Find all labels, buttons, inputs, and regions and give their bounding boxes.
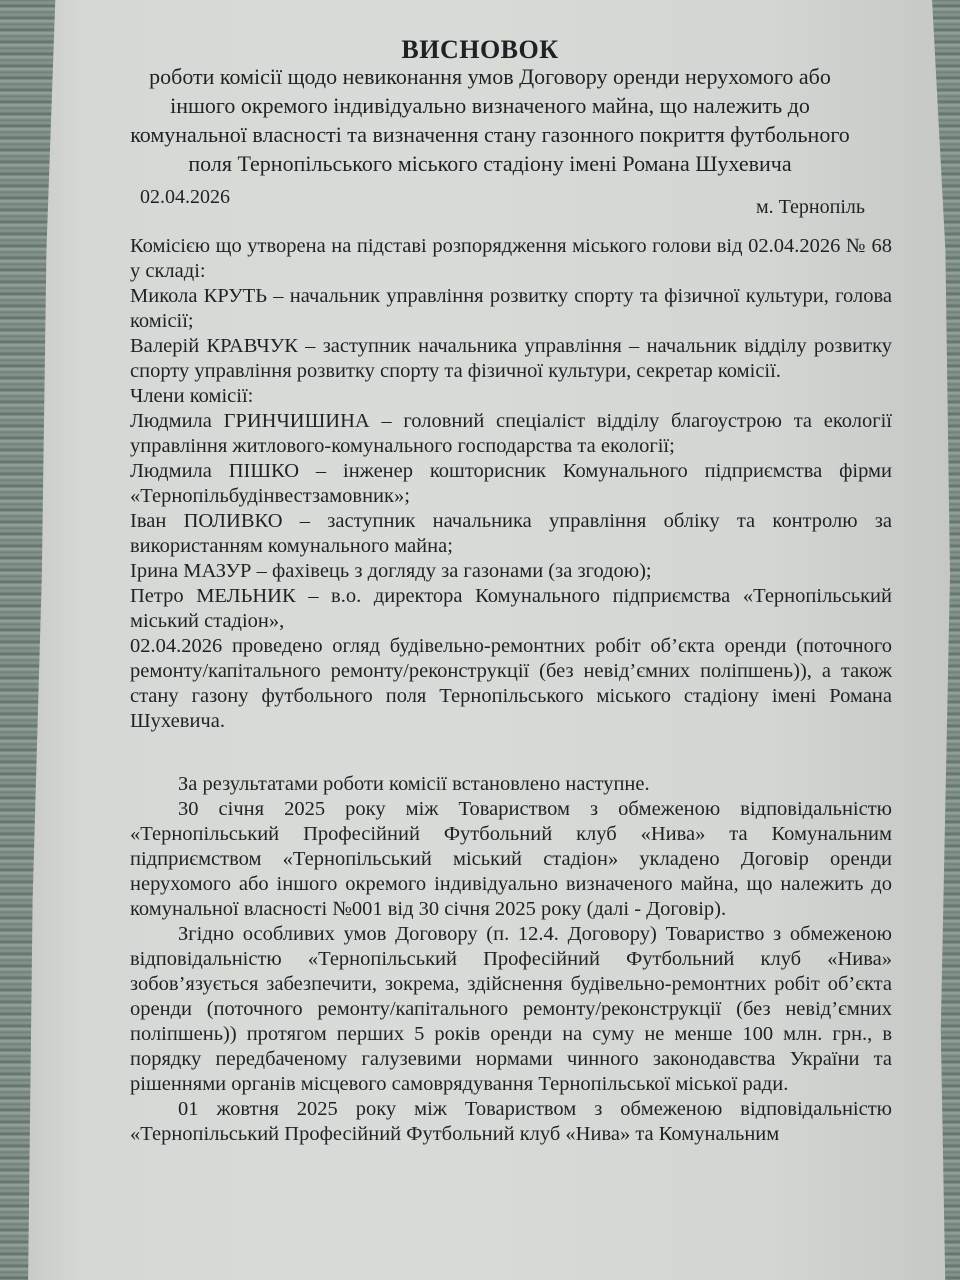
document-subtitle: роботи комісії щодо невиконання умов Договору оренди нерухомого або іншого окремого індивідуально визначеного майна, що належить до комунальної власності та визначення стану газонного покриття футбольного поля Тернопільського міського стадіону імені Романа Шухевича <box>130 64 850 176</box>
member-chair: Микола КРУТЬ – начальник управління розвитку спорту та фізичної культури, голова комісії; <box>130 285 892 332</box>
paragraph-gap <box>130 734 892 772</box>
commission-member: Петро МЕЛЬНИК – в.о. директора Комунального підприємства «Тернопільський міський стадіон», <box>130 585 892 632</box>
commission-member: Людмила ГРИНЧИШИНА – головний спеціаліст відділу благоустрою та екології управління житлового-комунального господарства та екології; <box>130 410 892 457</box>
intro-paragraph: Комісією що утворена на підставі розпорядження міського голови від 02.04.2026 № 68 у складі: <box>130 235 892 282</box>
contract-paragraph: 30 січня 2025 року між Товариством з обмеженою відповідальністю «Тернопільський Професійний Футбольний клуб «Нива» та Комунальним підприємством «Тернопільський міський стадіон» укладено Договір оренди нерухомого або іншого окремого індивідуально визначеного майна, що належить до комунальної власності №001 від 30 січня 2025 року (далі - Договір). <box>130 798 892 920</box>
commission-member: Іван ПОЛИВКО – заступник начальника управління обліку та контролю за використанням комунального майна; <box>130 510 892 557</box>
obligations-paragraph: Згідно особливих умов Договору (п. 12.4. Договору) Товариство з обмеженою відповідальністю «Тернопільський Професійний Футбольний клуб «Нива» зобов’язується забезпечити, зокрема, здійснення будівельно-ремонтних робіт об’єкта оренди (поточного ремонту/капітального ремонту/реконструкції (без невід’ємних поліпшень)) протягом перших 5 років оренди на суму не менше 100 млн. грн., в порядку передбаченому галузевими нормами чинного законодавства України та рішеннями органів місцевого самоврядування Тернопільської міської ради. <box>130 923 892 1095</box>
document-title: ВИСНОВОК <box>401 35 559 64</box>
document-place: м. Тернопіль <box>755 196 865 218</box>
members-heading: Члени комісії: <box>130 385 254 407</box>
commission-member: Ірина МАЗУР – фахівець з догляду за газонами (за згодою); <box>130 560 652 582</box>
inspection-paragraph: 02.04.2026 проведено огляд будівельно-ремонтних робіт об’єкта оренди (поточного ремонту/капітального ремонту/реконструкції (без невід’ємних поліпшень)), а також стану газону футбольного поля Тернопільського міського стадіону імені Романа Шухевича. <box>130 635 892 732</box>
commission-member: Людмила ПІШКО – інженер кошторисник Комунального підприємства фірми «Тернопільбудінвестзамовник»; <box>130 460 892 507</box>
october-paragraph: 01 жовтня 2025 року між Товариством з обмеженою відповідальністю «Тернопільський Професійний Футбольний клуб «Нива» та Комунальним <box>130 1098 892 1145</box>
document-date: 02.04.2026 <box>140 186 230 208</box>
findings-heading: За результатами роботи комісії встановлено наступне. <box>178 773 650 795</box>
document-body <box>130 234 892 1147</box>
member-secretary: Валерій КРАВЧУК – заступник начальника управління – начальник відділу розвитку спорту управління розвитку спорту та фізичної культури, секретар комісії. <box>130 335 892 382</box>
